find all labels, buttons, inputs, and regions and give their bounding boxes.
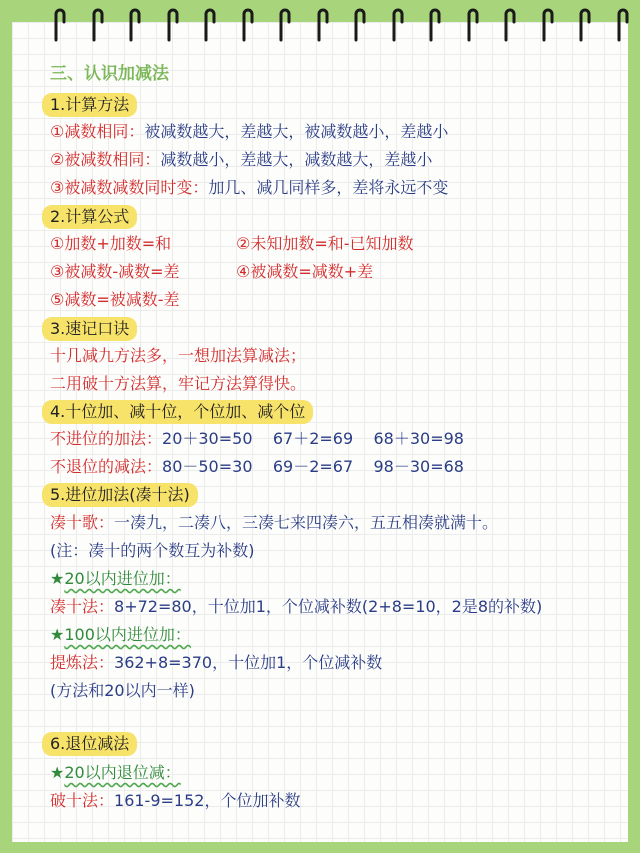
mnemonic-line-1: 十几减九方法多，一想加法算减法； — [50, 346, 307, 365]
make-ten-method: 凑十法：8+72=80，十位加1，个位减补数(2+8=10，2是8的补数) — [50, 597, 543, 616]
sub-heading-100-carry: ★100以内进位加： — [50, 625, 191, 644]
addition-no-carry: 不进位的加法：20＋30=50 67＋2=69 68＋30=98 — [50, 429, 464, 448]
section-4-heading: 4.十位加、减十位，个位加、减个位 — [42, 400, 313, 424]
extraction-method: 提炼法：362+8=370，十位加1，个位减补数 — [50, 653, 383, 672]
rule-3: ③被减数减数同时变：加几、减几同样多，差将永远不变 — [50, 178, 449, 197]
section-1-heading: 1.计算方法 — [42, 93, 137, 117]
section-3-heading: 3.速记口诀 — [42, 317, 137, 341]
rule-1: ①减数相同：被减数越大，差越大，被减数越小，差越小 — [50, 122, 449, 141]
make-ten-song: 凑十歌：一凑九，二凑八，三凑七来四凑六，五五相凑就满十。 — [50, 513, 499, 532]
rule-2: ②被减数相同：减数越小，差越大，减数越大，差越小 — [50, 150, 433, 169]
formula-5: ⑤减数=被减数-差 — [50, 290, 180, 309]
sub-heading-20-carry: ★20以内进位加： — [50, 569, 181, 588]
star-icon: ★ — [50, 763, 65, 782]
extraction-note: (方法和20以内一样) — [50, 681, 195, 700]
subtraction-no-borrow: 不退位的减法：80－50=30 69－2=67 98－30=68 — [50, 457, 464, 476]
section-6-heading: 6.退位减法 — [42, 732, 137, 756]
page-title: 三、认识加减法 — [50, 64, 169, 84]
formula-2: ②未知加数=和-已知加数 — [236, 234, 414, 253]
sub-heading-20-borrow: ★20以内退位减： — [50, 763, 181, 782]
star-icon: ★ — [50, 625, 65, 644]
section-2-heading: 2.计算公式 — [42, 205, 137, 229]
make-ten-note: (注：凑十的两个数互为补数) — [50, 541, 255, 560]
break-ten-method: 破十法：161-9=152，个位加补数 — [50, 791, 301, 810]
mnemonic-line-2: 二用破十方法算，牢记方法算得快。 — [50, 374, 307, 393]
formula-3: ③被减数-减数=差 — [50, 262, 180, 281]
star-icon: ★ — [50, 569, 65, 588]
formula-1: ①加数+加数=和 — [50, 234, 172, 253]
section-5-heading: 5.进位加法(凑十法) — [42, 483, 198, 507]
formula-4: ④被减数=减数+差 — [236, 262, 374, 281]
